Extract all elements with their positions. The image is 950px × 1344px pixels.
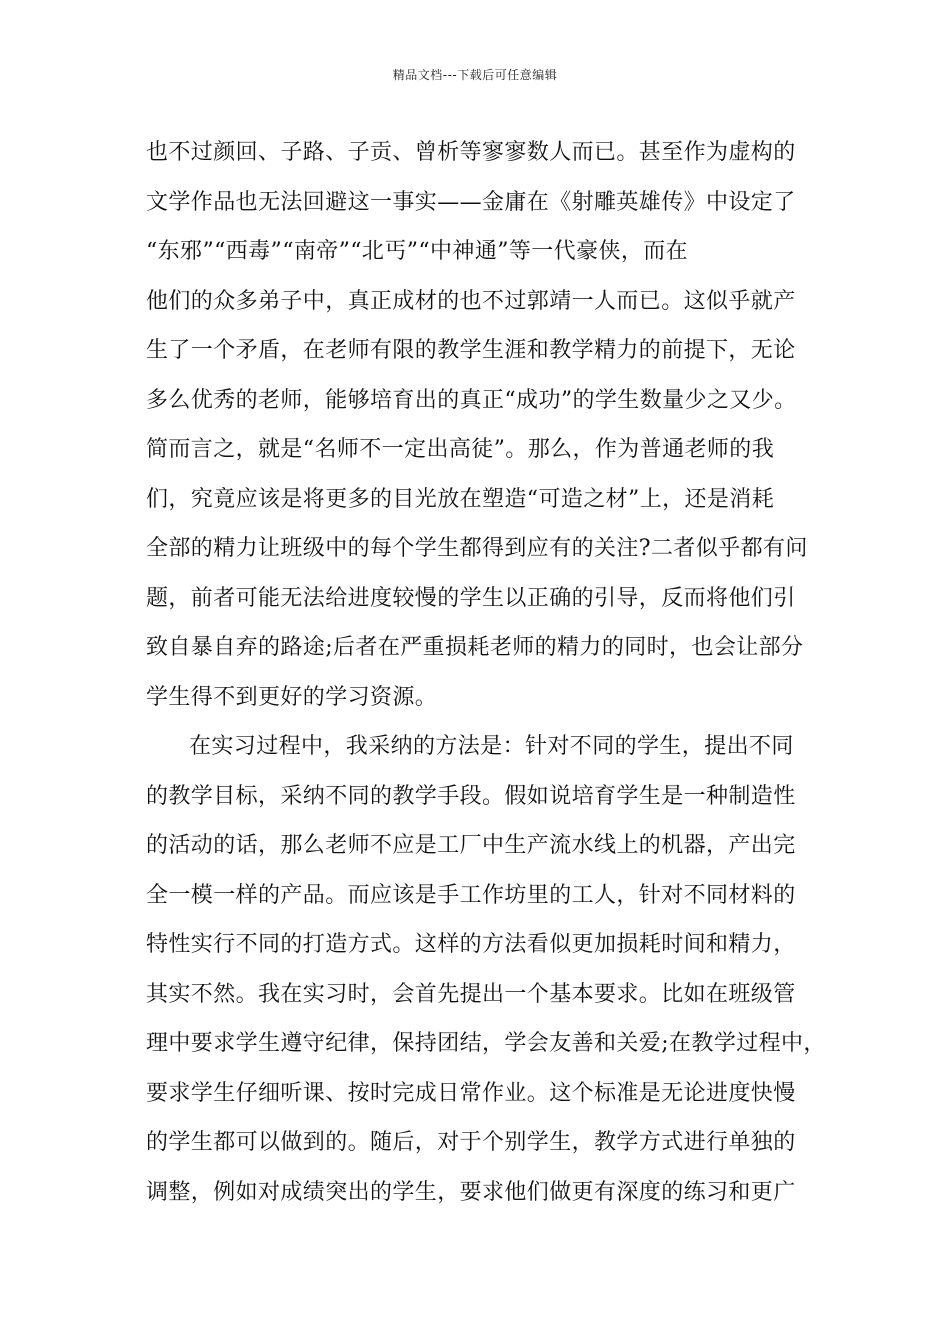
- text-line: 题，前者可能无法给进度较慢的学生以正确的引导，反而将他们引: [146, 585, 796, 611]
- text-line: 的活动的话，那么老师不应是工厂中生产流水线上的机器，产出完: [146, 833, 796, 858]
- text-line: 他们的众多弟子中，真正成材的也不过郭靖一人而已。这似乎就产: [146, 288, 796, 314]
- text-line: 要求学生仔细听课、按时完成日常作业。这个标准是无论进度快慢: [146, 1080, 796, 1106]
- text-line: 其实不然。我在实习时，会首先提出一个基本要求。比如在班级管: [146, 981, 796, 1007]
- document-body: [146, 128, 826, 1217]
- text-line: 多么优秀的老师，能够培育出的真正“成功”的学生数量少之又少。: [146, 387, 797, 413]
- text-line: 全一模一样的产品。而应该是手工作坊里的工人，针对不同材料的: [146, 882, 796, 908]
- page-header: 精品文档---下载后可任意编辑: [392, 68, 558, 82]
- text-line: 生了一个矛盾，在老师有限的教学生涯和教学精力的前提下，无论: [146, 338, 796, 363]
- text-line: 学生得不到更好的学习资源。: [146, 684, 438, 710]
- text-line: 理中要求学生遵守纪律，保持团结，学会友善和关爱;在教学过程中，: [146, 1031, 826, 1056]
- text-line: 的学生都可以做到的。随后，对于个别学生，教学方式进行单独的: [146, 1130, 796, 1155]
- text-line: 简而言之，就是“名师不一定出高徒”。那么，作为普通老师的我: [146, 437, 775, 462]
- text-line: 特性实行不同的打造方式。这样的方法看似更加损耗时间和精力，: [146, 932, 796, 957]
- text-line: 们，究竟应该是将更多的目光放在塑造“可造之材”上，还是消耗: [146, 486, 775, 512]
- text-line: 调整，例如对成绩突出的学生，要求他们做更有深度的练习和更广: [146, 1179, 796, 1205]
- text-line: “东邪”“西毒”“南帝”“北丐”“中神通”等一代豪侠，而在: [146, 239, 689, 264]
- text-line: 文学作品也无法回避这一事实——金庸在《射雕英雄传》中设定了: [146, 189, 796, 215]
- text-line: 全部的精力让班级中的每个学生都得到应有的关注?二者似乎都有问: [146, 536, 808, 561]
- text-line: 致自暴自弃的路途;后者在严重损耗老师的精力的同时，也会让部分: [146, 635, 804, 660]
- text-line: 的教学目标，采纳不同的教学手段。假如说培育学生是一种制造性: [146, 783, 796, 809]
- paragraph-start-line: 在实习过程中，我采纳的方法是：针对不同的学生，提出不同: [189, 734, 794, 759]
- text-line: 也不过颜回、子路、子贡、曾析等寥寥数人而已。甚至作为虚构的: [146, 140, 796, 165]
